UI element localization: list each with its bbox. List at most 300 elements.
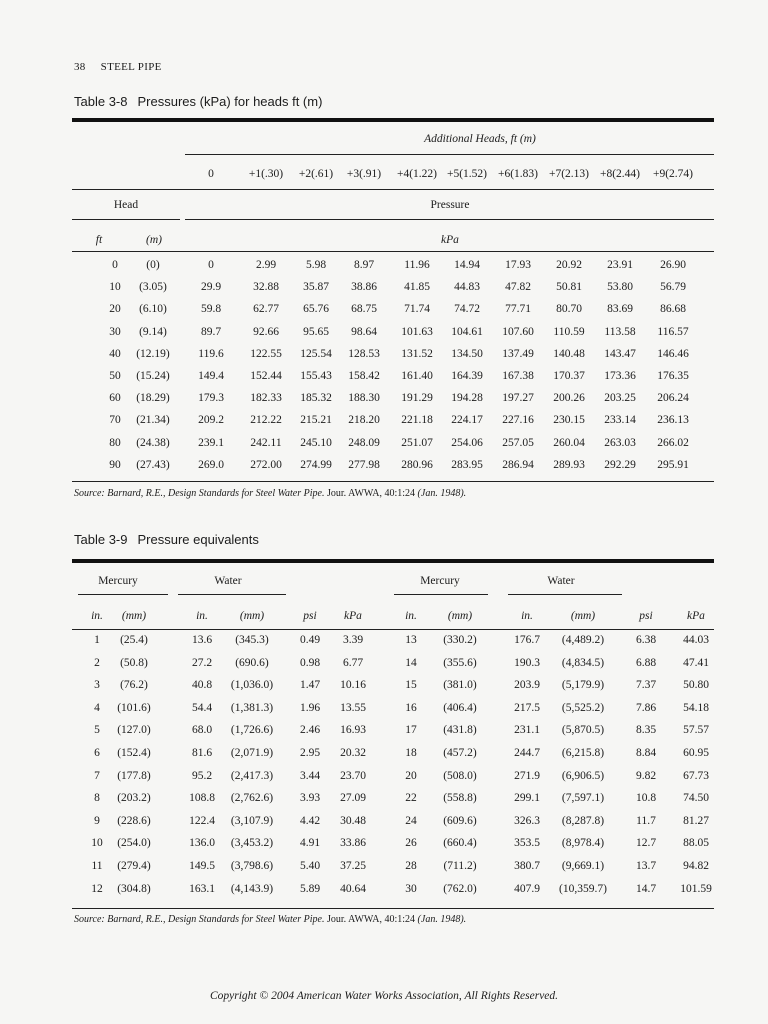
column-header: +3(.91) [346, 168, 382, 180]
equivalent-cell: (50.8) [120, 656, 148, 669]
equivalent-cell: 3.44 [299, 769, 321, 782]
equivalent-cell: (1,381.3) [230, 701, 274, 714]
equivalent-cell: 2 [94, 656, 100, 669]
equivalent-cell: 3 [94, 679, 100, 692]
pressure-cell: 113.58 [604, 325, 636, 338]
head-cell: (6.10) [139, 303, 167, 316]
section-title: STEEL PIPE [100, 61, 162, 73]
pressure-cell: 38.86 [351, 281, 377, 294]
equivalent-cell: 81.27 [683, 814, 709, 827]
water-rule-right [508, 594, 622, 595]
subheader: in. [521, 610, 533, 622]
equivalent-cell: 7.37 [635, 679, 657, 692]
equivalent-cell: 7.86 [635, 701, 657, 714]
table-3-8-top-rule [72, 118, 714, 122]
head-cell: 40 [109, 347, 121, 360]
equivalent-cell: 13.6 [191, 634, 213, 646]
table-3-9-top-rule [72, 559, 714, 563]
equivalent-cell: 231.1 [514, 724, 540, 737]
pressure-cell: 254.06 [451, 436, 483, 449]
equivalent-cell: 10.8 [635, 792, 657, 805]
pressure-cell: 274.99 [300, 458, 332, 471]
equivalent-cell: (2,417.3) [230, 769, 274, 782]
pressure-cell: 242.11 [250, 436, 282, 449]
pressure-cell: 110.59 [553, 325, 585, 338]
pressure-cell: 8.97 [353, 259, 375, 271]
equivalent-cell: (152.4) [117, 747, 151, 759]
pressure-cell: 167.38 [502, 370, 534, 382]
equivalent-cell: 40.64 [340, 882, 366, 895]
pressure-cell: 283.95 [451, 458, 483, 471]
equivalent-cell: 217.5 [514, 701, 540, 714]
mercury-header-right: Mercury [420, 575, 460, 587]
head-cell: (9.14) [139, 325, 167, 338]
equivalent-cell: 30 [405, 882, 417, 895]
pressure-cell: 2.99 [255, 259, 277, 271]
equivalent-cell: (355.6) [443, 656, 477, 669]
pressure-cell: 41.85 [404, 281, 430, 294]
equivalent-cell: 244.7 [514, 747, 540, 759]
column-header: +9(2.74) [652, 168, 694, 180]
pressure-cell: 188.30 [348, 392, 380, 405]
pressure-cell: 251.07 [401, 436, 433, 449]
equivalent-cell: (4,489.2) [561, 634, 605, 646]
equivalent-cell: (5,179.9) [561, 679, 605, 692]
column-header: 0 [208, 168, 214, 180]
equivalent-cell: 2.46 [299, 724, 321, 737]
equivalent-cell: 1 [94, 634, 100, 646]
pressure-cell: 292.29 [604, 458, 636, 471]
water-rule-left [178, 594, 286, 595]
equivalent-cell: 11 [91, 860, 103, 872]
equivalent-cell: 12.7 [635, 837, 657, 850]
pressure-cell: 62.77 [253, 303, 279, 316]
pressure-cell: 200.26 [553, 392, 585, 405]
equivalent-cell: 8 [94, 792, 100, 805]
pressure-cell: 95.65 [303, 325, 329, 338]
pressure-cell: 137.49 [502, 347, 534, 360]
equivalent-cell: 14.7 [635, 882, 657, 895]
water-header-left: Water [214, 575, 242, 587]
equivalent-cell: (7,597.1) [561, 792, 605, 805]
equivalent-cell: 5.40 [299, 860, 321, 872]
column-header: +7(2.13) [548, 168, 590, 180]
pressure-cell: 197.27 [502, 392, 534, 405]
equivalent-cell: 54.18 [683, 701, 709, 714]
copyright-footer: Copyright © 2004 American Water Works Association, All Rights Reserved. [209, 990, 559, 1002]
equivalent-cell: 47.41 [683, 656, 709, 669]
pressure-cell: 245.10 [300, 436, 332, 449]
equivalent-cell: 1.47 [299, 679, 321, 692]
pressure-cell: 227.16 [502, 414, 534, 427]
pressure-cell: 119.6 [198, 347, 224, 360]
equivalent-cell: (304.8) [117, 882, 151, 895]
equivalent-cell: (25.4) [120, 634, 148, 646]
head-cell: (18.29) [136, 392, 170, 405]
unit-ft: ft [95, 234, 103, 246]
equivalent-cell: 299.1 [514, 792, 540, 805]
equivalent-cell: 0.49 [299, 634, 321, 646]
pressure-cell: 29.9 [200, 281, 222, 294]
equivalent-cell: 50.80 [683, 679, 709, 692]
equivalent-cell: (406.4) [443, 701, 477, 714]
pressure-rule [185, 219, 714, 220]
pressure-cell: 263.03 [604, 436, 636, 449]
subheader: (mm) [447, 610, 473, 622]
pressure-cell: 233.14 [604, 414, 636, 427]
pressure-cell: 260.04 [553, 436, 585, 449]
equivalent-cell: 10.16 [340, 679, 366, 692]
head-cell: (0) [146, 259, 160, 271]
subheader: kPa [344, 610, 362, 622]
equivalent-cell: 6.88 [635, 656, 657, 669]
pressure-cell: 149.4 [198, 370, 224, 382]
equivalent-cell: (3,107.9) [230, 814, 274, 827]
pressure-cell: 104.61 [451, 325, 483, 338]
pressure-cell: 56.79 [660, 281, 686, 294]
head-cell: (21.34) [136, 414, 170, 427]
pressure-cell: 140.48 [553, 347, 585, 360]
equivalent-cell: (457.2) [443, 747, 477, 759]
equivalent-cell: 1.96 [299, 701, 321, 714]
pressure-cell: 107.60 [502, 325, 534, 338]
equivalent-cell: (4,143.9) [230, 882, 274, 895]
equivalent-cell: 26 [405, 837, 417, 850]
equivalent-cell: (690.6) [235, 656, 269, 669]
pressure-cell: 122.55 [250, 347, 282, 360]
equivalent-cell: 6.38 [635, 634, 657, 646]
equivalent-cell: 108.8 [189, 792, 215, 805]
equivalent-cell: 11.7 [636, 814, 656, 827]
pressure-cell: 20.92 [556, 259, 582, 271]
column-header: +8(2.44) [599, 168, 641, 180]
pressure-cell: 224.17 [451, 414, 483, 427]
head-label: Head [113, 199, 139, 211]
equivalent-cell: 94.82 [683, 860, 709, 872]
equivalent-cell: 17 [405, 724, 417, 737]
equivalent-cell: (1,036.0) [230, 679, 274, 692]
equivalent-cell: 149.5 [189, 860, 215, 872]
equivalent-cell: 380.7 [514, 860, 540, 872]
equivalent-cell: (711.2) [443, 860, 477, 872]
pressure-cell: 212.22 [250, 414, 282, 427]
pressure-label: Pressure [430, 199, 470, 211]
table-3-9-title: Table 3-9 Pressure equivalents [74, 532, 259, 547]
equivalent-cell: 122.4 [189, 814, 215, 827]
equivalent-cell: 6 [94, 747, 100, 759]
pressure-cell: 131.52 [401, 347, 433, 360]
pressure-cell: 266.02 [657, 436, 689, 449]
equivalent-cell: 54.4 [191, 701, 213, 714]
mercury-rule-left [78, 594, 168, 595]
equivalent-cell: 24 [405, 814, 417, 827]
pressure-cell: 11.96 [404, 259, 430, 271]
equivalent-cell: (1,726.6) [230, 724, 274, 737]
equivalent-cell: (2,071.9) [230, 747, 274, 759]
equivalent-cell: (203.2) [117, 792, 151, 805]
subheader: (mm) [570, 610, 596, 622]
equivalent-cell: (660.4) [443, 837, 477, 850]
equivalent-cell: 81.6 [191, 747, 213, 759]
equivalent-cell: 68.0 [191, 724, 213, 737]
equivalent-cell: (3,453.2) [230, 837, 274, 850]
pressure-cell: 173.36 [604, 370, 636, 382]
pressure-cell: 203.25 [604, 392, 636, 405]
equivalent-cell: 9.82 [635, 769, 657, 782]
pressure-cell: 5.98 [305, 259, 327, 271]
pressure-cell: 116.57 [657, 325, 689, 338]
equivalent-cell: 40.8 [191, 679, 213, 692]
equivalent-cell: 353.5 [514, 837, 540, 850]
equivalent-cell: (279.4) [117, 860, 151, 872]
pressure-cell: 125.54 [300, 347, 332, 360]
subheader: (mm) [121, 610, 147, 622]
pressure-cell: 269.0 [198, 458, 224, 471]
equivalent-cell: (76.2) [120, 679, 148, 692]
unit-m: (m) [146, 234, 162, 246]
equivalent-cell: (9,669.1) [561, 860, 605, 872]
pressure-cell: 257.05 [502, 436, 534, 449]
equivalent-cell: 13.55 [340, 701, 366, 714]
equivalent-cell: 12 [91, 882, 103, 895]
equivalent-cell: 4 [94, 701, 100, 714]
equivalent-cell: 28 [405, 860, 417, 872]
equivalent-cell: (127.0) [117, 724, 151, 737]
pressure-cell: 289.93 [553, 458, 585, 471]
pressure-cell: 0 [208, 259, 214, 271]
pressure-cell: 23.91 [607, 259, 633, 271]
equivalent-cell: (6,906.5) [561, 769, 605, 782]
pressure-cell: 53.80 [607, 281, 633, 294]
mercury-header-left: Mercury [98, 575, 138, 587]
pressure-cell: 164.39 [451, 370, 483, 382]
pressure-cell: 152.44 [250, 370, 282, 382]
pressure-cell: 65.76 [303, 303, 329, 316]
equivalent-cell: (101.6) [117, 701, 151, 714]
pressure-cell: 295.91 [657, 458, 689, 471]
column-header: +1(.30) [248, 168, 284, 180]
head-cell: 60 [109, 392, 121, 405]
equivalent-cell: 44.03 [683, 634, 709, 646]
pressure-cell: 221.18 [401, 414, 433, 427]
pressure-cell: 74.72 [454, 303, 480, 316]
pressure-cell: 146.46 [657, 347, 689, 360]
subheader: kPa [687, 610, 705, 622]
equivalent-cell: 18 [405, 747, 417, 759]
equivalent-cell: 0.98 [299, 656, 321, 669]
pressure-cell: 83.69 [607, 303, 633, 316]
equivalent-cell: 136.0 [189, 837, 215, 850]
table-3-8-title: Table 3-8 Pressures (kPa) for heads ft (m) [74, 94, 323, 109]
pressure-cell: 92.66 [253, 325, 279, 338]
equivalent-cell: (5,870.5) [561, 724, 605, 737]
head-cell: 20 [109, 303, 121, 316]
equivalent-cell: (254.0) [117, 837, 151, 850]
equivalent-cell: (8,287.8) [561, 814, 605, 827]
table-3-8-bottom-rule [72, 481, 714, 482]
pressure-cell: 191.29 [401, 392, 433, 405]
subheader: in. [405, 610, 417, 622]
pressure-cell: 26.90 [660, 259, 686, 271]
pressure-cell: 80.70 [556, 303, 582, 316]
equivalent-cell: (762.0) [443, 882, 477, 895]
pressure-cell: 179.3 [198, 392, 224, 405]
equivalent-cell: 2.95 [299, 747, 321, 759]
pressure-cell: 35.87 [303, 281, 329, 294]
water-header-right: Water [547, 575, 575, 587]
equivalent-cell: 67.73 [683, 769, 709, 782]
equivalent-cell: 176.7 [514, 634, 540, 646]
pressure-cell: 248.09 [348, 436, 380, 449]
equivalent-cell: 203.9 [514, 679, 540, 692]
equivalent-cell: 9 [94, 814, 100, 827]
pressure-cell: 128.53 [348, 347, 380, 360]
head-cell: (3.05) [139, 281, 167, 294]
unit-rule [72, 251, 714, 252]
equivalent-cell: (558.8) [443, 792, 477, 805]
equivalent-cell: 33.86 [340, 837, 366, 850]
equivalent-cell: (345.3) [235, 634, 269, 646]
equivalent-cell: (508.0) [443, 769, 477, 782]
pressure-cell: 68.75 [351, 303, 377, 316]
table-3-8-source: Source: Barnard, R.E., Design Standards for Steel Water Pipe. Jour. AWWA, 40:1:24 (Jan. 1948). [74, 488, 467, 499]
pressure-cell: 236.13 [657, 414, 689, 427]
head-cell: 30 [109, 325, 121, 338]
pressure-cell: 239.1 [198, 436, 224, 449]
equivalent-cell: (177.8) [117, 769, 151, 782]
subheader: in. [91, 610, 103, 622]
subheader: psi [303, 610, 317, 622]
equivalent-cell: 13.7 [635, 860, 657, 872]
equivalent-cell: 5 [94, 724, 100, 737]
page-number: 38 [74, 61, 86, 73]
pressure-cell: 155.43 [300, 370, 332, 382]
pressure-cell: 86.68 [660, 303, 686, 316]
equivalent-cell: 27.09 [340, 792, 366, 805]
equivalent-cell: (10,359.7) [559, 882, 607, 895]
subheader: psi [639, 610, 653, 622]
equivalent-cell: 13 [405, 634, 417, 646]
equivalent-cell: 190.3 [514, 656, 540, 669]
equivalent-cell: 14 [405, 656, 417, 669]
pressure-cell: 161.40 [401, 370, 433, 382]
column-header: +4(1.22) [396, 168, 438, 180]
pressure-cell: 230.15 [553, 414, 585, 427]
equivalent-cell: 16.93 [340, 724, 366, 737]
equivalent-cell: 16 [405, 701, 417, 714]
equivalent-cell: (2,762.6) [230, 792, 274, 805]
equivalent-cell: 4.91 [299, 837, 321, 850]
equivalent-cell: 326.3 [514, 814, 540, 827]
subheader: (mm) [239, 610, 265, 622]
equivalent-cell: 20 [405, 769, 417, 782]
pressure-cell: 98.64 [351, 325, 377, 338]
pressure-cell: 209.2 [198, 414, 224, 427]
pressure-cell: 215.21 [300, 414, 332, 427]
equivalent-cell: (381.0) [443, 679, 477, 692]
equivalent-cell: 407.9 [514, 882, 540, 895]
equivalent-cell: (4,834.5) [561, 656, 605, 669]
pressure-cell: 218.20 [348, 414, 380, 427]
equivalent-cell: 20.32 [340, 747, 366, 759]
equivalent-cell: 60.95 [683, 747, 709, 759]
pressure-cell: 32.88 [253, 281, 279, 294]
pressure-cell: 158.42 [348, 370, 380, 382]
table-3-9-bottom-rule [72, 908, 714, 909]
equivalent-cell: (609.6) [443, 814, 477, 827]
equivalent-cell: (3,798.6) [230, 860, 274, 872]
pressure-cell: 47.82 [505, 281, 531, 294]
head-cell: 50 [109, 370, 121, 382]
pressure-cell: 17.93 [505, 259, 531, 271]
equivalent-cell: 74.50 [683, 792, 709, 805]
pressure-cell: 14.94 [454, 259, 480, 271]
pressure-cell: 280.96 [401, 458, 433, 471]
pressure-cell: 50.81 [556, 281, 582, 294]
equivalent-cell: 95.2 [191, 769, 213, 782]
equivalent-cell: 22 [405, 792, 417, 805]
additional-heads-header: Additional Heads, ft (m) [424, 133, 536, 145]
equivalent-cell: 37.25 [340, 860, 366, 872]
pressure-cell: 176.35 [657, 370, 689, 382]
equivalent-cell: 5.89 [299, 882, 321, 895]
pressure-cell: 89.7 [200, 325, 222, 338]
equivalent-cell: 57.57 [683, 724, 709, 737]
unit-kpa: kPa [441, 234, 459, 246]
pressure-cell: 206.24 [657, 392, 689, 405]
equivalent-cell: 23.70 [340, 769, 366, 782]
equivalent-cell: (5,525.2) [561, 701, 605, 714]
equivalent-cell: 88.05 [683, 837, 709, 850]
equivalent-cell: 30.48 [340, 814, 366, 827]
column-header: +2(.61) [298, 168, 334, 180]
equivalent-cell: 15 [405, 679, 417, 692]
mercury-rule-right [394, 594, 488, 595]
equivalent-cell: 7 [94, 769, 100, 782]
column-header-rule [72, 189, 714, 190]
head-cell: 70 [109, 414, 121, 427]
running-header [74, 61, 162, 73]
head-cell: 0 [112, 259, 118, 271]
equivalent-cell: 27.2 [191, 656, 213, 669]
pressure-cell: 44.83 [454, 281, 480, 294]
head-cell: 10 [109, 281, 121, 294]
column-header: +6(1.83) [497, 168, 539, 180]
equivalent-cell: (431.8) [443, 724, 477, 737]
equivalent-cell: 163.1 [189, 882, 215, 895]
head-cell: (12.19) [136, 347, 170, 360]
equivalent-cell: (8,978.4) [561, 837, 605, 850]
pressure-cell: 101.63 [401, 325, 433, 338]
column-header: +5(1.52) [446, 168, 488, 180]
subheader: in. [196, 610, 208, 622]
head-cell: 80 [109, 436, 121, 449]
equivalent-cell: 271.9 [514, 769, 540, 782]
pressure-cell: 134.50 [451, 347, 483, 360]
head-cell: 90 [109, 458, 121, 471]
pressure-cell: 272.00 [250, 458, 282, 471]
group-header-rule [185, 154, 714, 155]
equivalent-cell: (228.6) [117, 814, 151, 827]
pressure-cell: 59.8 [200, 303, 222, 316]
equivalent-cell: (330.2) [443, 634, 477, 646]
head-cell: (24.38) [136, 436, 170, 449]
equivalent-cell: 8.35 [635, 724, 657, 737]
equivalent-cell: 10 [91, 837, 103, 850]
pressure-cell: 277.98 [348, 458, 380, 471]
pressure-cell: 71.74 [404, 303, 430, 316]
pressure-cell: 77.71 [505, 303, 531, 316]
